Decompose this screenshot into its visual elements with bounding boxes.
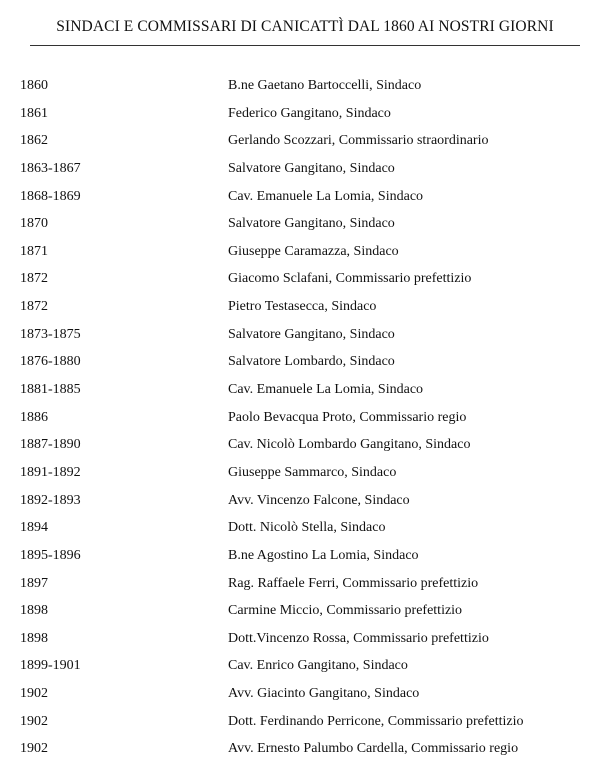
list-row [0, 404, 600, 432]
list-row [0, 680, 600, 708]
row-name: Dott.Vincenzo Rossa, Commissario prefettizio [228, 630, 489, 646]
row-name: Giuseppe Sammarco, Sindaco [228, 464, 397, 480]
row-year: 1871 [20, 243, 48, 259]
row-year: 1862 [20, 133, 48, 149]
row-year: 1872 [20, 299, 48, 315]
row-year: 1886 [20, 409, 48, 425]
list-row [0, 459, 600, 487]
row-year: 1870 [20, 216, 48, 232]
list-row [0, 542, 600, 570]
row-name: Cav. Emanuele La Lomia, Sindaco [228, 188, 424, 204]
list-row [0, 265, 600, 293]
list-row [0, 431, 600, 459]
list-row [0, 127, 600, 155]
row-name: Dott. Ferdinando Perricone, Commissario prefettizio [228, 713, 524, 729]
title-divider [30, 45, 580, 46]
list-row [0, 625, 600, 653]
page-title: SINDACI E COMMISSARI DI CANICATTÌ DAL 1860 AI NOSTRI GIORNI [56, 18, 554, 35]
row-name: Gerlando Scozzari, Commissario straordinario [228, 133, 489, 149]
list-row [0, 293, 600, 321]
row-name: Avv. Giacinto Gangitano, Sindaco [228, 686, 420, 702]
row-name: Pietro Testasecca, Sindaco [228, 299, 377, 315]
row-year: 1892-1893 [20, 492, 81, 508]
row-year: 1887-1890 [20, 437, 81, 453]
row-year: 1898 [20, 603, 48, 619]
row-name: Rag. Raffaele Ferri, Commissario prefettizio [228, 575, 479, 591]
list-row [0, 210, 600, 238]
row-name: B.ne Gaetano Bartoccelli, Sindaco [228, 78, 422, 93]
row-year: 1902 [20, 713, 48, 729]
row-name: Avv. Ernesto Palumbo Cardella, Commissario regio [228, 741, 519, 757]
row-year: 1891-1892 [20, 464, 81, 480]
row-name: Dott. Nicolò Stella, Sindaco [228, 520, 386, 536]
list-row [0, 708, 600, 736]
list-row [0, 376, 600, 404]
row-year: 1898 [20, 630, 48, 646]
row-name: Cav. Emanuele La Lomia, Sindaco [228, 382, 424, 398]
row-year: 1863-1867 [20, 160, 81, 176]
mayor-list [0, 72, 600, 763]
list-row [0, 72, 600, 100]
row-name: Giacomo Sclafani, Commissario prefettizio [228, 271, 472, 287]
row-name: Paolo Bevacqua Proto, Commissario regio [228, 409, 467, 425]
row-year: 1873-1875 [20, 326, 81, 342]
list-row [0, 100, 600, 128]
row-year: 1876-1880 [20, 354, 81, 370]
row-name: Giuseppe Caramazza, Sindaco [228, 243, 399, 259]
list-row [0, 570, 600, 598]
row-name: Cav. Enrico Gangitano, Sindaco [228, 658, 408, 674]
list-row [0, 155, 600, 183]
list-row [0, 321, 600, 349]
row-name: Federico Gangitano, Sindaco [228, 105, 391, 121]
list-row [0, 735, 600, 763]
list-row [0, 597, 600, 625]
row-year: 1894 [20, 520, 48, 536]
row-name: Avv. Vincenzo Falcone, Sindaco [228, 492, 410, 508]
row-name: Salvatore Gangitano, Sindaco [228, 160, 395, 176]
row-name: Carmine Miccio, Commissario prefettizio [228, 603, 463, 619]
row-year: 1860 [20, 78, 48, 93]
row-name: Salvatore Gangitano, Sindaco [228, 326, 395, 342]
list-row [0, 348, 600, 376]
list-row [0, 238, 600, 266]
list-row [0, 183, 600, 211]
list-row [0, 514, 600, 542]
list-row [0, 652, 600, 680]
row-year: 1881-1885 [20, 382, 81, 398]
row-year: 1899-1901 [20, 658, 81, 674]
row-year: 1895-1896 [20, 547, 81, 563]
list-row [0, 487, 600, 515]
row-year: 1902 [20, 686, 48, 702]
row-name: Salvatore Lombardo, Sindaco [228, 354, 395, 370]
row-year: 1872 [20, 271, 48, 287]
row-year: 1897 [20, 575, 48, 591]
row-name: B.ne Agostino La Lomia, Sindaco [228, 547, 419, 563]
row-year: 1902 [20, 741, 48, 757]
row-name: Salvatore Gangitano, Sindaco [228, 216, 395, 232]
row-year: 1868-1869 [20, 188, 81, 204]
row-year: 1861 [20, 105, 48, 121]
row-name: Cav. Nicolò Lombardo Gangitano, Sindaco [228, 437, 471, 453]
